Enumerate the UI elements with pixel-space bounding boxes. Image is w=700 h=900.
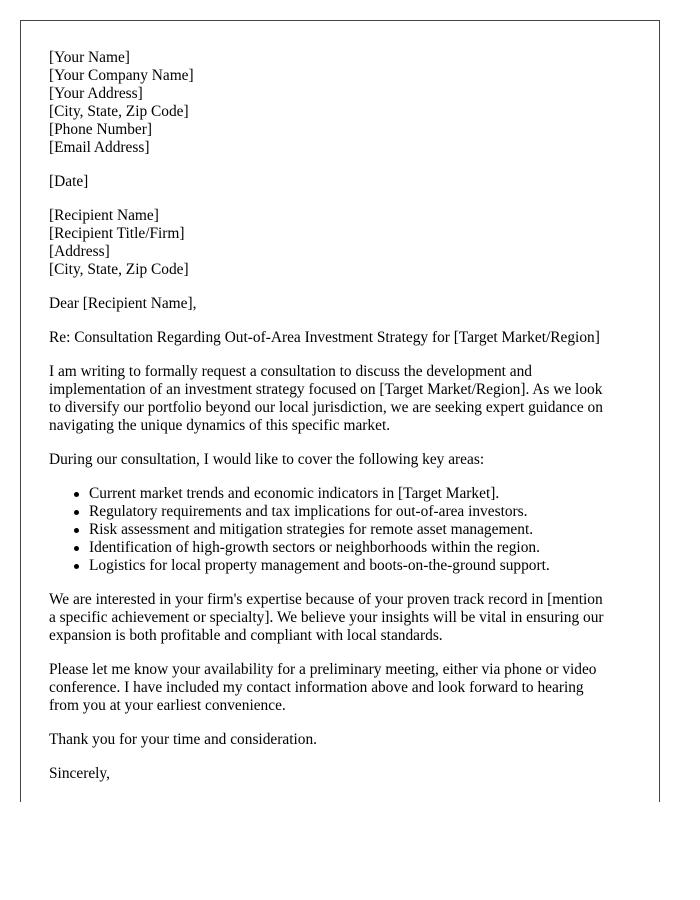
recipient-city-state-zip: [City, State, Zip Code] bbox=[49, 261, 189, 278]
sender-block bbox=[49, 49, 631, 157]
list-item-text: Risk assessment and mitigation strategies for remote asset management. bbox=[89, 521, 534, 538]
sender-phone: [Phone Number] bbox=[49, 121, 153, 138]
expertise-line: We are interested in your firm's expertise because of your proven track record in [mention bbox=[49, 591, 603, 608]
thanks-text: Thank you for your time and consideration. bbox=[49, 731, 317, 748]
recipient-name: [Recipient Name] bbox=[49, 207, 159, 224]
list-item bbox=[89, 557, 631, 575]
date-block bbox=[49, 173, 631, 191]
bullet-icon bbox=[74, 521, 79, 539]
list-item bbox=[89, 539, 631, 557]
list-item bbox=[89, 503, 631, 521]
list-item bbox=[89, 485, 631, 503]
letter-page bbox=[20, 20, 660, 802]
intro-line: navigating the unique dynamics of this specific market. bbox=[49, 417, 391, 434]
intro-line: implementation of an investment strategy focused on [Target Market/Region]. As we look bbox=[49, 381, 603, 398]
subject-line bbox=[49, 329, 631, 347]
thanks-paragraph bbox=[49, 731, 631, 749]
sender-email: [Email Address] bbox=[49, 139, 150, 156]
sender-address: [Your Address] bbox=[49, 85, 143, 102]
list-item-text: Regulatory requirements and tax implications for out-of-area investors. bbox=[89, 503, 528, 520]
intro-paragraph bbox=[49, 363, 631, 435]
bullet-icon bbox=[74, 539, 79, 557]
salutation bbox=[49, 295, 631, 313]
availability-paragraph bbox=[49, 661, 631, 715]
closing bbox=[49, 765, 631, 783]
recipient-address: [Address] bbox=[49, 243, 110, 260]
list-item-text: Identification of high-growth sectors or neighborhoods within the region. bbox=[89, 539, 540, 556]
areas-intro-text: During our consultation, I would like to cover the following key areas: bbox=[49, 451, 485, 468]
key-areas-list bbox=[49, 485, 631, 575]
areas-intro-paragraph bbox=[49, 451, 631, 469]
sender-city-state-zip: [City, State, Zip Code] bbox=[49, 103, 189, 120]
sender-company: [Your Company Name] bbox=[49, 67, 194, 84]
salutation-text: Dear [Recipient Name], bbox=[49, 295, 197, 312]
letter-date: [Date] bbox=[49, 173, 89, 190]
bullet-icon bbox=[74, 503, 79, 521]
recipient-block bbox=[49, 207, 631, 279]
bullet-icon bbox=[74, 557, 79, 575]
expertise-line: a specific achievement or specialty]. We believe your insights will be vital in ensuring our bbox=[49, 609, 604, 626]
intro-line: I am writing to formally request a consultation to discuss the development and bbox=[49, 363, 532, 380]
list-item-text: Logistics for local property management and boots-on-the-ground support. bbox=[89, 557, 550, 574]
availability-line: conference. I have included my contact information above and look forward to hearing bbox=[49, 679, 584, 696]
recipient-title-firm: [Recipient Title/Firm] bbox=[49, 225, 185, 242]
list-item-text: Current market trends and economic indicators in [Target Market]. bbox=[89, 485, 500, 502]
expertise-line: expansion is both profitable and compliant with local standards. bbox=[49, 627, 443, 644]
expertise-paragraph bbox=[49, 591, 631, 645]
sender-name: [Your Name] bbox=[49, 49, 130, 66]
intro-line: to diversify our portfolio beyond our local jurisdiction, we are seeking expert guidance on bbox=[49, 399, 603, 416]
bullet-icon bbox=[74, 485, 79, 503]
closing-text: Sincerely, bbox=[49, 765, 110, 782]
availability-line: from you at your earliest convenience. bbox=[49, 697, 286, 714]
availability-line: Please let me know your availability for a preliminary meeting, either via phone or video bbox=[49, 661, 597, 678]
subject-text: Re: Consultation Regarding Out-of-Area Investment Strategy for [Target Market/Region] bbox=[49, 329, 600, 346]
list-item bbox=[89, 521, 631, 539]
